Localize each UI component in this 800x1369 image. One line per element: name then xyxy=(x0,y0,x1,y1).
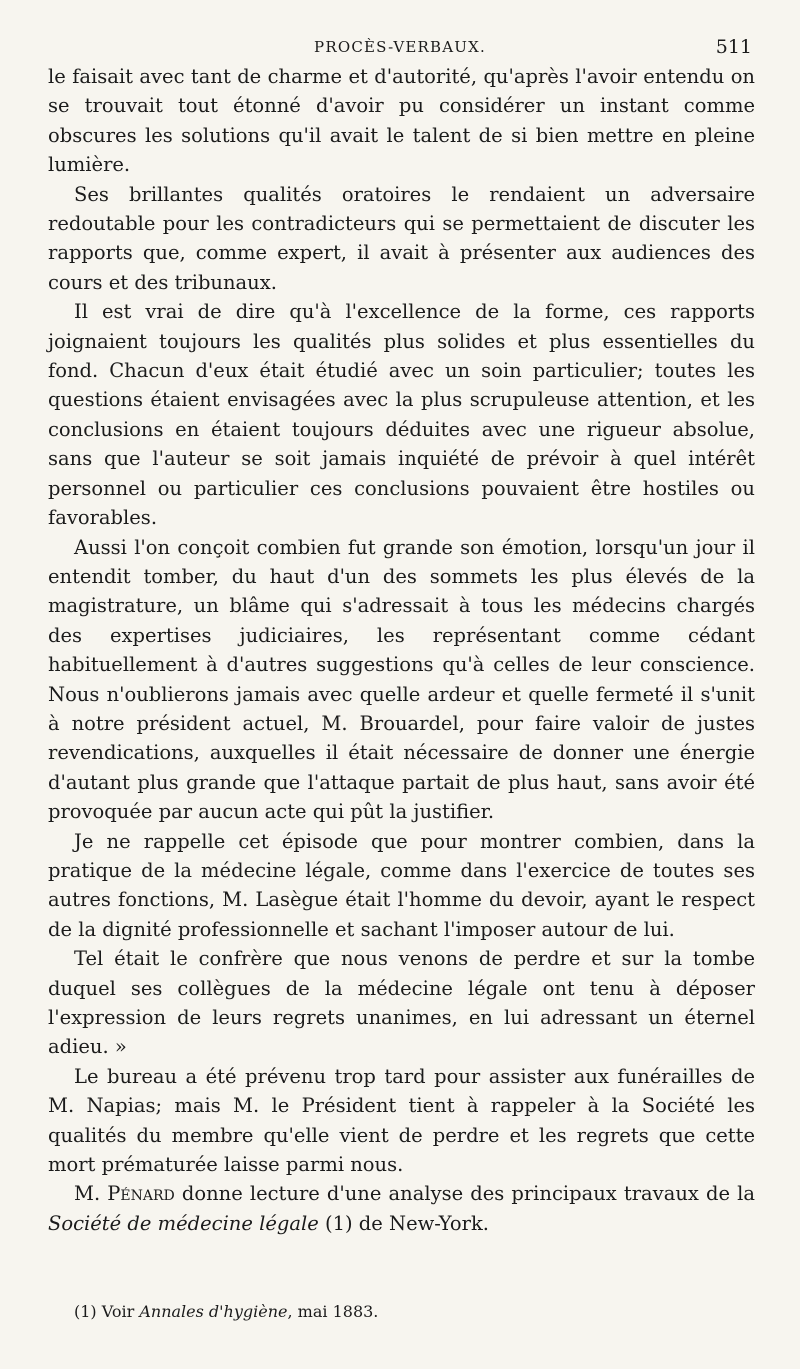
body-text xyxy=(48,62,755,1238)
paragraph-continuation: le faisait avec tant de charme et d'autorité, qu'après l'avoir entendu on se trouvait tout étonné d'avoir pu considérer un instant comme obscures les solutions qu'il avait le talent de si bien mettre en pleine lumière. xyxy=(48,65,755,177)
footnote xyxy=(74,1302,378,1322)
paragraph-last xyxy=(48,1179,755,1238)
paragraph: Je ne rappelle cet épisode que pour montrer combien, dans la pratique de la médecine légale, comme dans l'exercice de toutes ses autres fonctions, M. Lasègue était l'homme du devoir, ayant le respect de la dignité professionnelle et sachant l'imposer autour de lui. xyxy=(48,829,755,941)
footnote-marker: (1) xyxy=(74,1302,97,1321)
paragraph: Aussi l'on conçoit combien fut grande son émotion, lorsqu'un jour il entendit tomber, du haut d'un des sommets les plus élevés de la magistrature, un blâme qui s'adressait à tous les médecins chargés des expertises judiciaires, les représentant comme cédant habituellement à d'autres suggestions qu'à celles de leur conscience. Nous n'oublierons jamais avec quelle ardeur et quelle fermeté il s'unit à notre président actuel, M. Brouardel, pour faire valoir de justes revendications, auxquelles il était nécessaire de donner une énergie d'autant plus grande que l'attaque partait de plus haut, sans avoir été provoquée par aucun acte qui pût la justifier. xyxy=(48,535,755,824)
paragraph: Ses brillantes qualités oratoires le rendaient un adversaire redoutable pour les contradicteurs qui se permettaient de discuter les rapports que, comme expert, il avait à présenter aux audiences des cours et des tribunaux. xyxy=(48,182,755,294)
text-fragment: de New-York. xyxy=(352,1211,490,1235)
text-fragment: donne lecture d'une analyse des principaux travaux de la xyxy=(174,1182,755,1206)
footnote-ref: (1) xyxy=(318,1211,353,1235)
paragraph: Il est vrai de dire qu'à l'excellence de la forme, ces rapports joignaient toujours les qualités plus solides et plus essentielles du fond. Chacun d'eux était étudié avec un soin particulier; toutes les questions étaient envisagées avec la plus scrupuleuse attention, et les conclusions en étaient toujours déduites avec une rigueur absolue, sans que l'auteur se soit jamais inquiété de prévoir à quel intérêt personnel ou particulier ces conclusions pouvaient être hostiles ou favorables. xyxy=(48,300,755,530)
running-title: PROCÈS-VERBAUX. xyxy=(314,38,486,56)
journal-title: Annales d'hygiène xyxy=(139,1302,288,1321)
footnote-text: , mai 1883. xyxy=(287,1302,379,1321)
person-name: Pénard xyxy=(107,1182,175,1206)
paragraph: Tel était le confrère que nous venons de perdre et sur la tombe duquel ses collègues de la médecine légale ont tenu à déposer l'expression de leurs regrets unanimes, en lui adressant un éternel adieu. » xyxy=(48,947,755,1059)
society-name: Société de médecine légale xyxy=(48,1211,319,1235)
page-header xyxy=(48,34,752,64)
page-number: 511 xyxy=(715,36,752,58)
footnote-text: Voir xyxy=(96,1302,140,1321)
text-fragment: M. xyxy=(74,1182,108,1206)
paragraph: Le bureau a été prévenu trop tard pour assister aux funérailles de M. Napias; mais M. le Président tient à rappeler à la Société les qualités du membre qu'elle vient de perdre et les regrets que cette mort prématurée laisse parmi nous. xyxy=(48,1064,755,1177)
